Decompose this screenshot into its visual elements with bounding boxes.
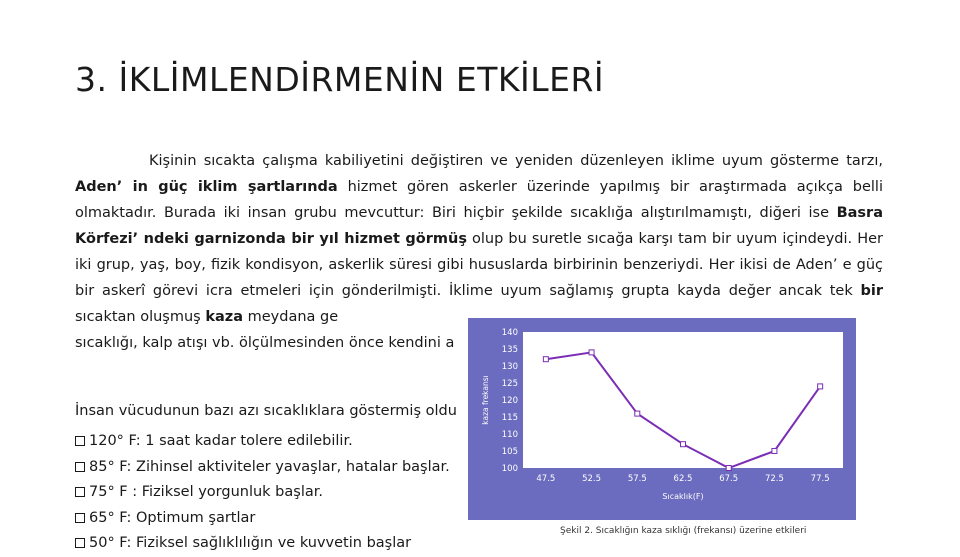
x-tick-label: 57.5 [627, 474, 647, 484]
y-tick-label: 105 [501, 447, 518, 457]
text-run: meydana ge [243, 309, 339, 325]
data-point [543, 357, 548, 362]
list-intro: İnsan vücudunun bazı azı sıcaklıklara göstermiş oldu [75, 403, 457, 419]
list-item-text: 50° F: Fiziksel sağlıklılığın ve kuvvetin başlar [89, 535, 412, 551]
text-run: hizmet gören askerler üzerinde yapılmış bir araştırmada açıkça belli olmaktadır. Burada iki insan grubu mevcuttur: Biri hiçbir şekilde sıcaklığa alıştırılmamıştı, diğeri ise [75, 179, 883, 221]
slide-title: 3. İKLİMLENDİRMENİN ETKİLERİ [75, 60, 605, 99]
y-axis-label: kaza frekansı [481, 375, 490, 425]
data-point [818, 384, 823, 389]
data-point [635, 411, 640, 416]
bold-run: bir [860, 283, 883, 299]
y-tick-label: 115 [501, 413, 518, 423]
list-item-text: 65° F: Optimum şartlar [89, 509, 256, 526]
bold-run: Basra Körfezi’ ndeki garnizonda bir yıl hizmet görmüş [75, 205, 883, 247]
y-tick-label: 120 [501, 396, 518, 406]
list-item [75, 531, 450, 557]
accident-frequency-chart [468, 318, 856, 520]
y-tick-label: 100 [501, 464, 518, 474]
data-point [772, 449, 777, 454]
temperature-list [75, 429, 450, 557]
chart-svg [468, 318, 856, 520]
list-item [75, 480, 450, 506]
y-tick-label: 130 [501, 362, 518, 372]
bold-run: Aden’ in güç iklim şartlarında [75, 179, 338, 195]
list-item-text: 75° F : Fiziksel yorgunluk başlar. [89, 484, 323, 500]
x-tick-label: 77.5 [810, 474, 830, 484]
checkbox-bullet-icon [75, 462, 85, 472]
data-point [726, 466, 731, 471]
list-item-text: 85° F: Zihinsel aktiviteler yavaşlar, hatalar başlar. [89, 458, 450, 475]
list-item [75, 506, 450, 532]
data-point [589, 350, 594, 355]
checkbox-bullet-icon [75, 487, 85, 497]
data-point [681, 442, 686, 447]
list-item [75, 455, 450, 481]
checkbox-bullet-icon [75, 513, 85, 523]
list-item [75, 429, 450, 455]
y-tick-label: 125 [501, 379, 518, 389]
plot-area [523, 332, 843, 468]
x-tick-label: 72.5 [764, 474, 784, 484]
chart-caption: Şekil 2. Sıcaklığın kaza sıklığı (frekansı) üzerine etkileri [560, 526, 807, 536]
y-tick-label: 110 [501, 430, 518, 440]
y-tick-label: 140 [501, 328, 518, 338]
x-tick-label: 47.5 [536, 474, 556, 484]
y-tick-label: 135 [501, 345, 518, 355]
text-run: olup bu suretle sıcağa karşı tam bir uyum içindeydi. Her iki grup, yaş, boy, fizik kondisyon, askerlik süresi gibi hususlarda birbirinin benzeriydi. Her ikisi de Aden’ e güç bir askerî görevi icra etmeleri için gönderilmişti. İklime uyum sağlamış grupta kayda değer ancak tek [75, 231, 883, 299]
text-run: sıcaklığı, kalp atışı vb. ölçülmesinden önce kendini a [75, 335, 455, 351]
x-tick-label: 62.5 [673, 474, 693, 484]
bold-run: kaza [205, 309, 243, 325]
text-run: sıcaktan oluşmuş [75, 309, 206, 325]
list-item-text: 120° F: 1 saat kadar tolere edilebilir. [89, 433, 353, 449]
checkbox-bullet-icon [75, 436, 85, 446]
text-run: Kişinin sıcakta çalışma kabiliyetini değiştiren ve yeniden düzenleyen iklime uyum gösterme tarzı, [149, 153, 883, 169]
x-tick-label: 67.5 [719, 474, 739, 484]
x-tick-label: 52.5 [582, 474, 602, 484]
x-axis-label: Sıcaklık(F) [662, 492, 704, 501]
